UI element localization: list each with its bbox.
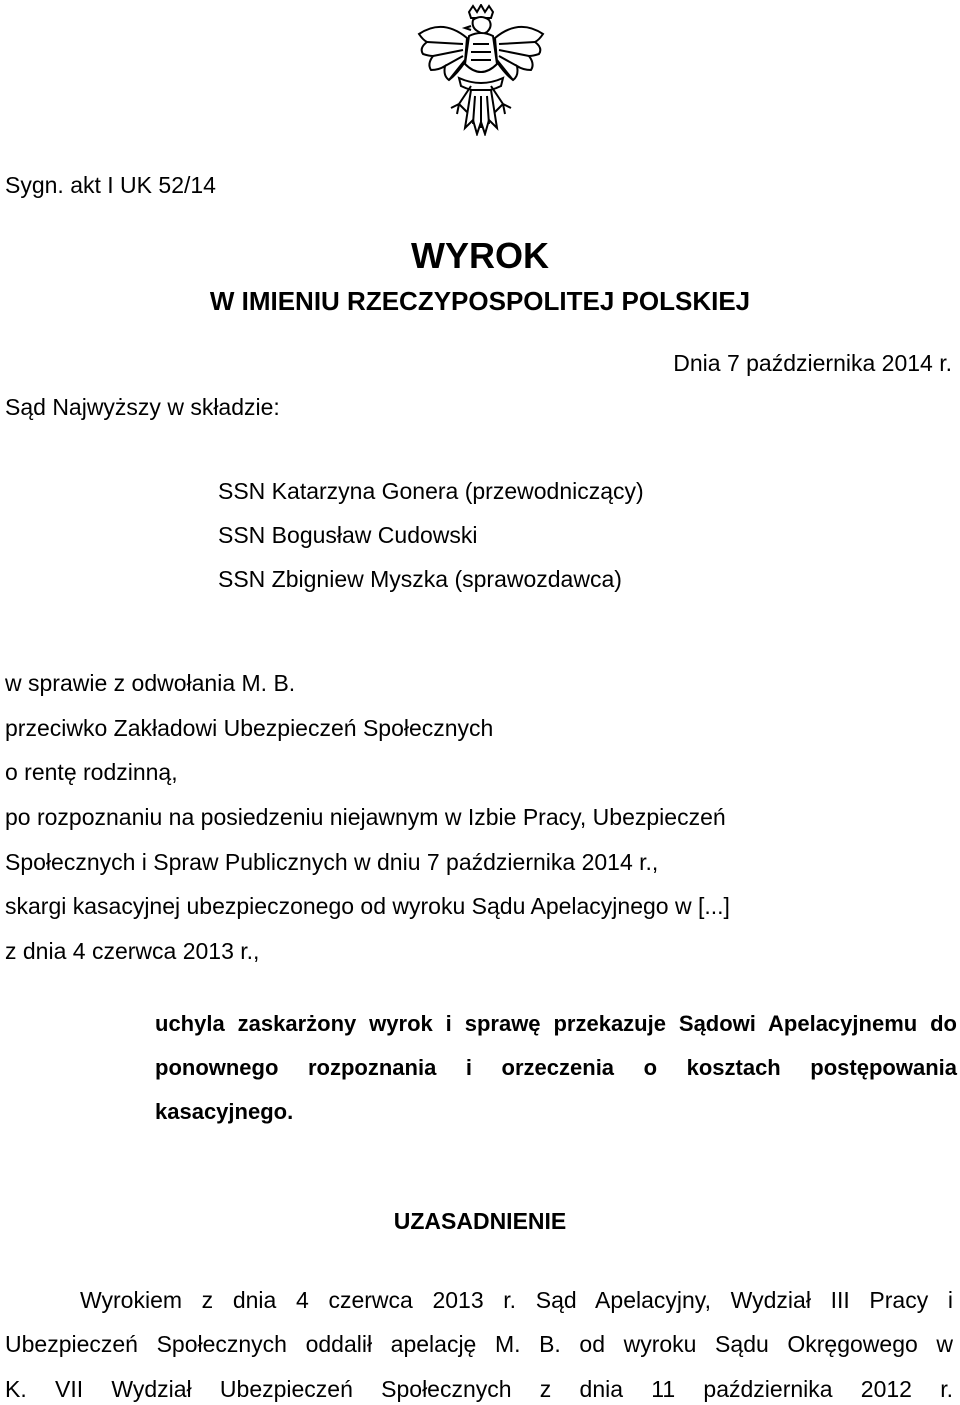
document-subtitle: W IMIENIU RZECZYPOSPOLITEJ POLSKIEJ: [209, 286, 751, 316]
document-title: WYROK: [411, 235, 549, 276]
judge-name: SSN Bogusław Cudowski: [218, 522, 478, 548]
judge-name: SSN Katarzyna Gonera (przewodniczący): [218, 478, 644, 504]
composition-intro: Sąd Najwyższy w składzie:: [5, 394, 280, 420]
polish-eagle-icon: [413, 4, 549, 136]
judge-name: SSN Zbigniew Myszka (sprawozdawca): [218, 566, 622, 592]
verdict-text: uchyla zaskarżony wyrok i sprawę przekazuje Sądowi Apelacyjnemu do ponownego rozpoznania i orzeczenia o kosztach postępowania kasacyjnego.: [155, 1011, 957, 1124]
case-number: Sygn. akt I UK 52/14: [5, 172, 216, 198]
reasoning-line: K. VII Wydział Ubezpieczeń Społecznych z dnia 11 października 2012 r.: [5, 1376, 953, 1402]
reasoning-title: UZASADNIENIE: [393, 1208, 567, 1234]
case-line: w sprawie z odwołania M. B.: [5, 670, 296, 696]
case-line: po rozpoznaniu na posiedzeniu niejawnym w Izbie Pracy, Ubezpieczeń: [5, 804, 726, 830]
case-line: o rentę rodzinną,: [5, 759, 178, 785]
judgment-date: Dnia 7 października 2014 r.: [673, 350, 952, 376]
case-line: Społecznych i Spraw Publicznych w dniu 7 października 2014 r.,: [5, 849, 659, 875]
case-line: przeciwko Zakładowi Ubezpieczeń Społecznych: [5, 715, 494, 741]
case-line: z dnia 4 czerwca 2013 r.,: [5, 938, 260, 964]
case-line: skargi kasacyjnej ubezpieczonego od wyroku Sądu Apelacyjnego w [...]: [5, 893, 730, 919]
reasoning-line: Ubezpieczeń Społecznych oddalił apelację M. B. od wyroku Sądu Okręgowego w: [5, 1331, 953, 1357]
reasoning-line: Wyrokiem z dnia 4 czerwca 2013 r. Sąd Apelacyjny, Wydział III Pracy i: [80, 1287, 953, 1313]
